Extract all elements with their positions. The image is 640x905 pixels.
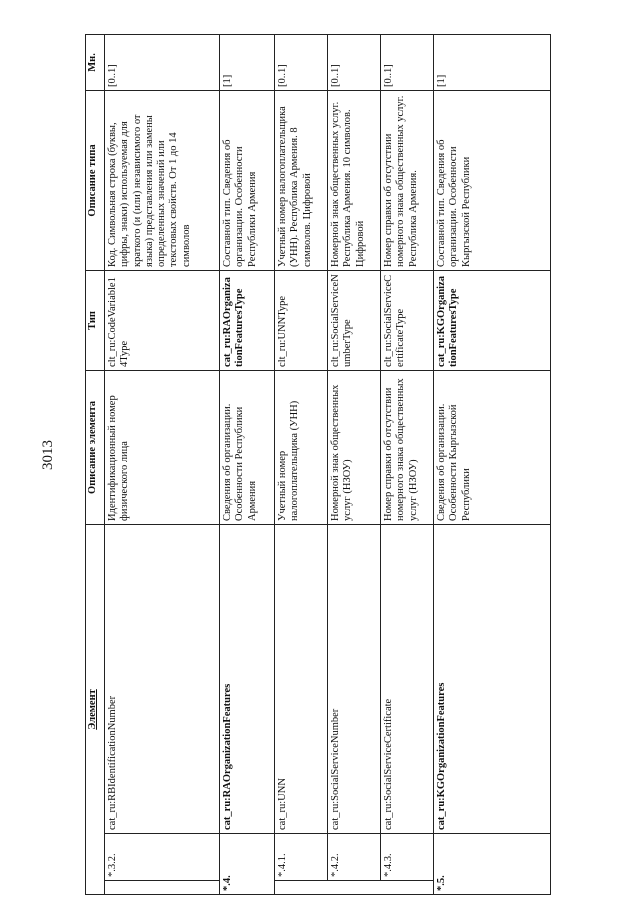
element-name: cat_ru:SocialServiceCertificate — [381, 524, 434, 833]
type-description: Номерной знак общественных услуг. Республика Армения. 10 символов. Цифровой — [328, 90, 381, 270]
element-name: cat_ru:SocialServiceNumber — [328, 524, 381, 833]
indent-cell — [381, 881, 434, 895]
row-number: *.4. — [220, 834, 275, 895]
schema-table — [85, 34, 551, 895]
indent-cell — [275, 881, 328, 895]
type-description: Составной тип. Сведения об организации. Особенности Кыргызской Республики — [434, 90, 551, 270]
header-element-description: Описание элемента — [86, 370, 105, 524]
element-name: cat_ru:KGOrganizationFeatures — [434, 524, 551, 833]
row-number: *.5. — [434, 834, 551, 895]
indent-cell — [105, 881, 220, 895]
header-type-description: Описание типа — [86, 90, 105, 270]
row-number: *.3.2. — [105, 834, 220, 881]
header-multiplicity: Мн. — [86, 34, 105, 90]
element-description: Учетный номер налогоплательщика (УНН) — [275, 370, 328, 524]
multiplicity: [1] — [434, 34, 551, 90]
row-number: *.4.3. — [381, 834, 434, 881]
header-element: Элемент — [86, 524, 105, 894]
element-description: Номер справки об отсутствии номерного знака общественных услуг (НЗОУ) — [381, 370, 434, 524]
type-description: Код. Символьная строка (буквы, цифры, знаки) используемая для краткого (и (или) независимого от языка) представления или замены определенных значений или текстовых свойств. От 1 до 14 символов — [105, 90, 220, 270]
type-description: Учетный номер налогоплательщика (УНН). Республика Армения. 8 символов. Цифровой — [275, 90, 328, 270]
type-name: clt_ru:SocialServiceCertificateType — [381, 270, 434, 370]
header-type: Тип — [86, 270, 105, 370]
element-name: cat_ru:RBIdentificationNumber — [105, 524, 220, 833]
type-name: clt_ru:SocialServiceNumberType — [328, 270, 381, 370]
type-name: clt_ru:UNNType — [275, 270, 328, 370]
element-name: cat_ru:UNN — [275, 524, 328, 833]
multiplicity: [0..1] — [275, 34, 328, 90]
row-number: *.4.2. — [328, 834, 381, 881]
element-description: Номерной знак общественных услуг (НЗОУ) — [328, 370, 381, 524]
table-row — [328, 34, 381, 894]
element-description: Сведения об организации. Особенности Республики Армения — [220, 370, 275, 524]
multiplicity: [1] — [220, 34, 275, 90]
multiplicity: [0..1] — [328, 34, 381, 90]
table-row — [105, 34, 220, 894]
element-description: Сведения об организации. Особенности Кыргызской Республики — [434, 370, 551, 524]
multiplicity: [0..1] — [381, 34, 434, 90]
table-header-row — [86, 34, 105, 894]
type-description: Номер справки об отсутствии номерного знака общественных услуг. Республика Армения. — [381, 90, 434, 270]
table-row — [381, 34, 434, 894]
row-number: *.4.1. — [275, 834, 328, 881]
type-name: cat_ru:KGOrganizationFeaturesType — [434, 270, 551, 370]
page-number: 3013 — [40, 440, 56, 470]
table-row — [434, 34, 551, 894]
multiplicity: [0..1] — [105, 34, 220, 90]
element-description: Идентификационный номер физического лица — [105, 370, 220, 524]
table-row — [220, 34, 275, 894]
type-description: Составной тип. Сведения об организации. Особенности Республики Армения — [220, 90, 275, 270]
element-name: cat_ru:RAOrganizationFeatures — [220, 524, 275, 833]
type-name: cat_ru:RAOrganizationFeaturesType — [220, 270, 275, 370]
type-name: clt_ru:CodeVariable14Type — [105, 270, 220, 370]
table-row — [275, 34, 328, 894]
rotated-page — [85, 35, 605, 895]
indent-cell — [328, 881, 381, 895]
